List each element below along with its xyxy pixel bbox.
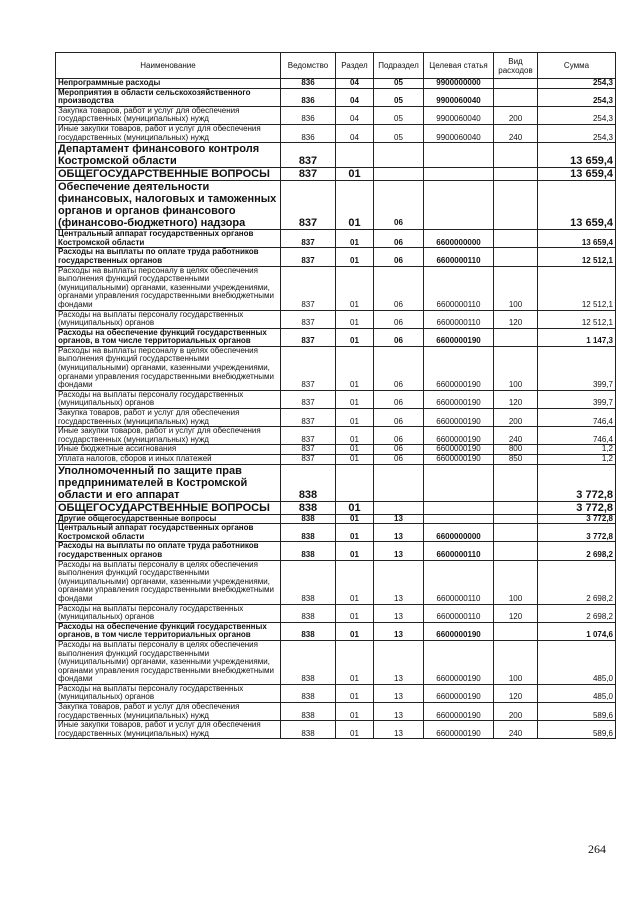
cell-summa: 254,3 [538,79,616,89]
cell-celevaya-statya: 6600000110 [424,604,494,622]
cell-vedomstvo: 837 [281,248,336,266]
cell-vid-raskhodov [494,622,538,640]
table-row [56,514,616,524]
cell-podrazdel: 13 [374,703,424,721]
table-header-row [56,53,616,79]
cell-summa: 1 147,3 [538,328,616,346]
cell-razdel: 04 [336,79,374,89]
cell-vid-raskhodov [494,143,538,168]
cell-razdel: 01 [336,640,374,684]
cell-razdel: 01 [336,501,374,514]
cell-celevaya-statya: 6600000190 [424,640,494,684]
cell-vedomstvo: 838 [281,721,336,739]
header-naimenovanie: Наименование [56,53,281,79]
cell-celevaya-statya: 6600000190 [424,721,494,739]
cell-vedomstvo: 836 [281,106,336,124]
cell-vedomstvo: 838 [281,524,336,542]
cell-podrazdel: 06 [374,409,424,427]
cell-celevaya-statya [424,501,494,514]
cell-vedomstvo: 837 [281,266,336,310]
cell-summa: 1 074,6 [538,622,616,640]
cell-podrazdel: 06 [374,266,424,310]
cell-podrazdel: 06 [374,230,424,248]
cell-razdel: 01 [336,328,374,346]
cell-razdel: 01 [336,445,374,455]
cell-vid-raskhodov [494,542,538,560]
cell-summa: 485,0 [538,640,616,684]
cell-podrazdel: 05 [374,79,424,89]
header-summa: Сумма [538,53,616,79]
cell-vedomstvo: 838 [281,684,336,702]
cell-name: Уплата налогов, сборов и иных платежей [56,455,281,465]
cell-vid-raskhodov [494,328,538,346]
cell-celevaya-statya: 6600000190 [424,427,494,445]
cell-summa: 254,3 [538,88,616,106]
cell-vid-raskhodov: 100 [494,346,538,390]
cell-name: Другие общегосударственные вопросы [56,514,281,524]
cell-vedomstvo: 836 [281,79,336,89]
cell-name: Иные закупки товаров, работ и услуг для обеспечения государственных (муниципальных) нужд [56,427,281,445]
cell-celevaya-statya: 6600000000 [424,524,494,542]
cell-vid-raskhodov: 120 [494,684,538,702]
cell-razdel [336,464,374,501]
cell-razdel: 01 [336,168,374,181]
cell-vid-raskhodov [494,501,538,514]
cell-podrazdel: 13 [374,721,424,739]
cell-summa: 2 698,2 [538,604,616,622]
cell-summa: 485,0 [538,684,616,702]
cell-vid-raskhodov [494,464,538,501]
cell-celevaya-statya: 9900060040 [424,106,494,124]
cell-razdel: 04 [336,88,374,106]
cell-celevaya-statya: 6600000190 [424,622,494,640]
cell-name: Иные бюджетные ассигнования [56,445,281,455]
cell-podrazdel: 05 [374,124,424,142]
table-row [56,445,616,455]
cell-name: Закупка товаров, работ и услуг для обеспечения государственных (муниципальных) нужд [56,703,281,721]
cell-razdel: 01 [336,455,374,465]
cell-podrazdel: 06 [374,445,424,455]
cell-summa: 3 772,8 [538,524,616,542]
cell-name: Центральный аппарат государственных органов Костромской области [56,524,281,542]
cell-summa: 13 659,4 [538,181,616,230]
cell-celevaya-statya: 6600000190 [424,703,494,721]
cell-vid-raskhodov [494,88,538,106]
cell-vid-raskhodov: 120 [494,604,538,622]
cell-vedomstvo: 836 [281,88,336,106]
cell-vid-raskhodov: 200 [494,106,538,124]
cell-podrazdel: 06 [374,310,424,328]
cell-podrazdel [374,464,424,501]
cell-podrazdel: 13 [374,560,424,604]
table-row [56,230,616,248]
table-row [56,390,616,408]
cell-razdel: 01 [336,181,374,230]
cell-celevaya-statya: 6600000190 [424,455,494,465]
cell-razdel: 01 [336,560,374,604]
cell-razdel: 01 [336,542,374,560]
cell-celevaya-statya [424,143,494,168]
cell-podrazdel: 06 [374,248,424,266]
table-row [56,524,616,542]
cell-summa: 254,3 [538,124,616,142]
cell-razdel: 01 [336,266,374,310]
cell-summa: 3 772,8 [538,501,616,514]
table-row [56,703,616,721]
cell-podrazdel [374,168,424,181]
table-body [56,79,616,739]
cell-vedomstvo: 838 [281,542,336,560]
table-row [56,501,616,514]
cell-vid-raskhodov: 240 [494,124,538,142]
table-row [56,346,616,390]
cell-podrazdel: 13 [374,622,424,640]
cell-name: Иные закупки товаров, работ и услуг для обеспечения государственных (муниципальных) нужд [56,721,281,739]
cell-razdel: 01 [336,622,374,640]
cell-vid-raskhodov [494,79,538,89]
cell-vid-raskhodov [494,168,538,181]
cell-name: ОБЩЕГОСУДАРСТВЕННЫЕ ВОПРОСЫ [56,168,281,181]
cell-vedomstvo: 837 [281,310,336,328]
cell-vedomstvo: 837 [281,328,336,346]
cell-name: Департамент финансового контроля Костромской области [56,143,281,168]
cell-summa: 746,4 [538,427,616,445]
cell-razdel: 01 [336,514,374,524]
cell-vid-raskhodov [494,181,538,230]
cell-name: Расходы на выплаты персоналу в целях обеспечения выполнения функций государственными (муниципальными) органами, казенными учреждениями, органами управления государственными внебюджетными фондами [56,266,281,310]
cell-vedomstvo: 837 [281,390,336,408]
cell-vid-raskhodov: 100 [494,266,538,310]
cell-vedomstvo: 837 [281,143,336,168]
cell-vedomstvo: 838 [281,464,336,501]
cell-summa: 12 512,1 [538,310,616,328]
cell-summa: 12 512,1 [538,248,616,266]
cell-summa: 589,6 [538,703,616,721]
cell-vid-raskhodov [494,514,538,524]
cell-razdel: 01 [336,721,374,739]
cell-name: Расходы на выплаты персоналу в целях обеспечения выполнения функций государственными (муниципальными) органами, казенными учреждениями, органами управления государственными внебюджетными фондами [56,560,281,604]
cell-vedomstvo: 837 [281,230,336,248]
header-razdel: Раздел [336,53,374,79]
cell-summa: 399,7 [538,390,616,408]
table-row [56,143,616,168]
cell-vid-raskhodov: 100 [494,640,538,684]
table-row [56,266,616,310]
cell-vid-raskhodov: 120 [494,310,538,328]
cell-celevaya-statya: 6600000000 [424,230,494,248]
cell-vedomstvo: 837 [281,455,336,465]
table-row [56,464,616,501]
cell-podrazdel: 06 [374,181,424,230]
cell-name: Центральный аппарат государственных органов Костромской области [56,230,281,248]
cell-celevaya-statya: 6600000110 [424,248,494,266]
cell-celevaya-statya: 6600000190 [424,346,494,390]
cell-celevaya-statya: 6600000190 [424,390,494,408]
cell-celevaya-statya: 6600000190 [424,445,494,455]
table-row [56,455,616,465]
cell-name: Закупка товаров, работ и услуг для обеспечения государственных (муниципальных) нужд [56,106,281,124]
cell-razdel: 01 [336,230,374,248]
cell-podrazdel: 05 [374,88,424,106]
cell-vedomstvo: 837 [281,445,336,455]
cell-name: Мероприятия в области сельскохозяйственного производства [56,88,281,106]
cell-vid-raskhodov: 800 [494,445,538,455]
cell-celevaya-statya: 6600000110 [424,266,494,310]
cell-summa: 13 659,4 [538,168,616,181]
cell-podrazdel: 06 [374,455,424,465]
cell-name: Расходы на выплаты по оплате труда работников государственных органов [56,248,281,266]
cell-podrazdel: 13 [374,684,424,702]
header-celevaya-statya: Целевая статья [424,53,494,79]
table-row [56,640,616,684]
cell-celevaya-statya: 6600000110 [424,542,494,560]
cell-name: Расходы на выплаты персоналу государственных (муниципальных) органов [56,604,281,622]
budget-table [55,52,616,739]
table-row [56,124,616,142]
cell-razdel: 04 [336,124,374,142]
cell-summa: 2 698,2 [538,560,616,604]
cell-celevaya-statya: 9900060040 [424,88,494,106]
cell-podrazdel: 13 [374,640,424,684]
cell-name: Иные закупки товаров, работ и услуг для обеспечения государственных (муниципальных) нужд [56,124,281,142]
cell-celevaya-statya: 6600000190 [424,684,494,702]
cell-podrazdel [374,501,424,514]
cell-podrazdel: 13 [374,514,424,524]
cell-celevaya-statya: 9900000000 [424,79,494,89]
cell-razdel: 01 [336,524,374,542]
header-vedomstvo: Ведомство [281,53,336,79]
cell-celevaya-statya [424,181,494,230]
table-row [56,684,616,702]
cell-razdel: 01 [336,604,374,622]
table-row [56,181,616,230]
cell-vedomstvo: 838 [281,640,336,684]
cell-vedomstvo: 838 [281,501,336,514]
table-row [56,409,616,427]
cell-name: Расходы на выплаты персоналу в целях обеспечения выполнения функций государственными (муниципальными) органами, казенными учреждениями, органами управления государственными внебюджетными фондами [56,346,281,390]
cell-celevaya-statya [424,464,494,501]
cell-name: Непрограммные расходы [56,79,281,89]
cell-vedomstvo: 837 [281,346,336,390]
cell-name: Обеспечение деятельности финансовых, налоговых и таможенных органов и органов финансового (финансово-бюджетного) надзора [56,181,281,230]
cell-razdel: 01 [336,310,374,328]
cell-vedomstvo: 837 [281,409,336,427]
cell-vid-raskhodov: 850 [494,455,538,465]
table-row [56,622,616,640]
cell-vedomstvo: 837 [281,427,336,445]
cell-celevaya-statya: 6600000190 [424,409,494,427]
cell-name: Расходы на выплаты персоналу государственных (муниципальных) органов [56,390,281,408]
table-row [56,604,616,622]
cell-vid-raskhodov [494,230,538,248]
cell-podrazdel: 13 [374,524,424,542]
cell-podrazdel: 06 [374,427,424,445]
table-row [56,560,616,604]
header-vid-raskhodov: Вид расходов [494,53,538,79]
cell-summa: 254,3 [538,106,616,124]
cell-podrazdel: 06 [374,346,424,390]
cell-summa: 2 698,2 [538,542,616,560]
cell-vid-raskhodov: 240 [494,427,538,445]
cell-podrazdel: 13 [374,604,424,622]
cell-summa: 13 659,4 [538,230,616,248]
cell-celevaya-statya: 6600000110 [424,560,494,604]
cell-name: Расходы на выплаты персоналу в целях обеспечения выполнения функций государственными (муниципальными) органами, казенными учреждениями, органами управления государственными внебюджетными фондами [56,640,281,684]
cell-name: Расходы на обеспечение функций государственных органов, в том числе территориальных органов [56,328,281,346]
cell-summa: 1,2 [538,455,616,465]
table-row [56,79,616,89]
cell-celevaya-statya: 6600000110 [424,310,494,328]
cell-podrazdel: 13 [374,542,424,560]
cell-podrazdel: 06 [374,390,424,408]
cell-vedomstvo: 838 [281,514,336,524]
cell-name: Расходы на обеспечение функций государственных органов, в том числе территориальных органов [56,622,281,640]
cell-podrazdel: 05 [374,106,424,124]
cell-razdel: 01 [336,703,374,721]
cell-vedomstvo: 836 [281,124,336,142]
cell-razdel [336,143,374,168]
cell-vid-raskhodov: 100 [494,560,538,604]
cell-celevaya-statya [424,514,494,524]
cell-podrazdel: 06 [374,328,424,346]
table-row [56,328,616,346]
cell-razdel: 01 [336,248,374,266]
cell-razdel: 01 [336,390,374,408]
cell-razdel: 04 [336,106,374,124]
cell-vedomstvo: 837 [281,181,336,230]
cell-celevaya-statya: 9900060040 [424,124,494,142]
cell-vid-raskhodov: 200 [494,409,538,427]
cell-razdel: 01 [336,409,374,427]
table-row [56,88,616,106]
cell-name: Расходы на выплаты персоналу государственных (муниципальных) органов [56,310,281,328]
cell-name: Расходы на выплаты персоналу государственных (муниципальных) органов [56,684,281,702]
cell-name: Расходы на выплаты по оплате труда работников государственных органов [56,542,281,560]
table-row [56,310,616,328]
cell-summa: 746,4 [538,409,616,427]
cell-celevaya-statya: 6600000190 [424,328,494,346]
header-podrazdel: Подраздел [374,53,424,79]
cell-summa: 589,6 [538,721,616,739]
cell-razdel: 01 [336,684,374,702]
cell-summa: 3 772,8 [538,514,616,524]
cell-razdel: 01 [336,346,374,390]
cell-vid-raskhodov: 240 [494,721,538,739]
cell-celevaya-statya [424,168,494,181]
cell-vid-raskhodov [494,524,538,542]
table-row [56,106,616,124]
table-row [56,542,616,560]
cell-vedomstvo: 838 [281,604,336,622]
table-row [56,427,616,445]
cell-razdel: 01 [336,427,374,445]
cell-vedomstvo: 838 [281,560,336,604]
page-number: 264 [588,842,606,856]
cell-name: Уполномоченный по защите прав предпринимателей в Костромской области и его аппарат [56,464,281,501]
cell-summa: 13 659,4 [538,143,616,168]
table-row [56,168,616,181]
table-row [56,721,616,739]
cell-name: Закупка товаров, работ и услуг для обеспечения государственных (муниципальных) нужд [56,409,281,427]
cell-vid-raskhodov: 120 [494,390,538,408]
cell-name: ОБЩЕГОСУДАРСТВЕННЫЕ ВОПРОСЫ [56,501,281,514]
cell-vid-raskhodov: 200 [494,703,538,721]
cell-summa: 399,7 [538,346,616,390]
cell-vedomstvo: 838 [281,622,336,640]
cell-summa: 1,2 [538,445,616,455]
cell-podrazdel [374,143,424,168]
table-row [56,248,616,266]
cell-vedomstvo: 838 [281,703,336,721]
cell-summa: 3 772,8 [538,464,616,501]
cell-vid-raskhodov [494,248,538,266]
cell-vedomstvo: 837 [281,168,336,181]
cell-summa: 12 512,1 [538,266,616,310]
